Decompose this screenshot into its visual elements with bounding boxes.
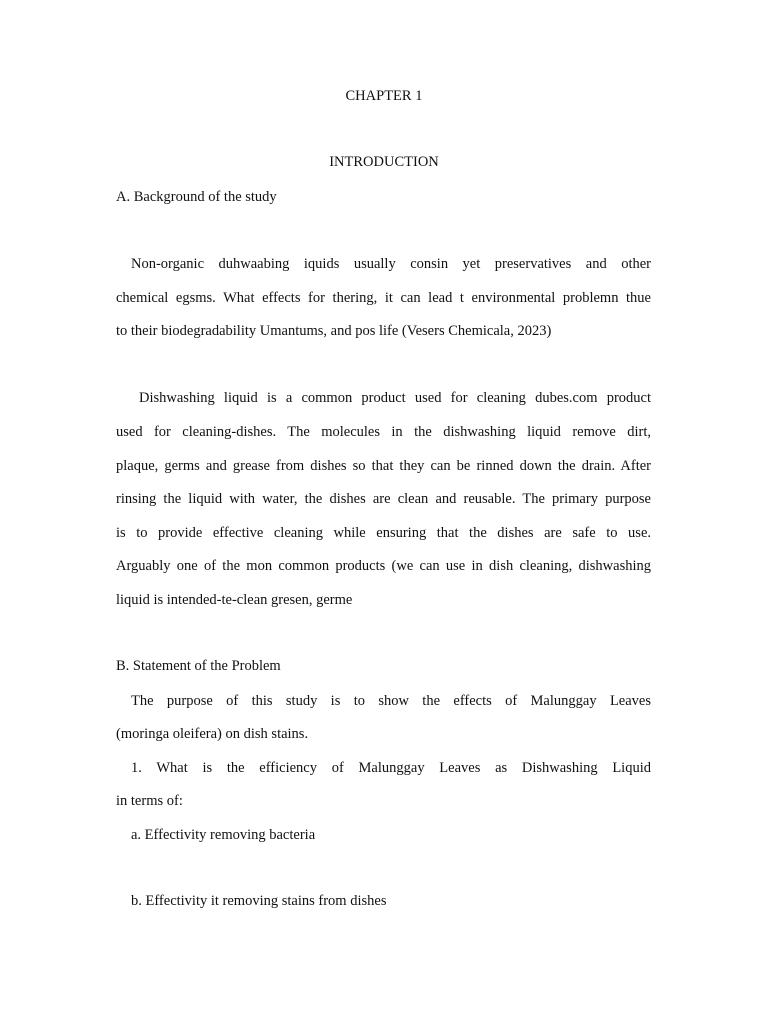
paragraph3-line: The purpose of this study is to show the effects of Malunggay Leaves bbox=[131, 693, 651, 709]
problem-heading: B. Statement of the Problem bbox=[116, 658, 281, 674]
paragraph2-line: Arguably one of the mon common products (we can use in dish cleaning, dishwashing bbox=[116, 558, 651, 574]
paragraph3-line: (moringa oleifera) on dish stains. bbox=[116, 726, 309, 742]
chapter-heading: CHAPTER 1 bbox=[345, 88, 423, 104]
paragraph2-line: used for cleaning-dishes. The molecules in the dishwashing liquid remove dirt, bbox=[116, 424, 651, 440]
paragraph2-line: rinsing the liquid with water, the dishes are clean and reusable. The primary purpose bbox=[116, 491, 651, 507]
list-item-b: b. Effectivity it removing stains from dishes bbox=[131, 893, 387, 909]
question1-line: 1. What is the efficiency of Malunggay Leaves as Dishwashing Liquid bbox=[131, 760, 651, 776]
paragraph1-line: Non-organic duhwaabing iquids usually consin yet preservatives and other bbox=[131, 256, 651, 272]
paragraph1-line: chemical egsms. What effects for thering, it can lead t environmental problemn thue bbox=[116, 290, 651, 306]
paragraph2-line: plaque, germs and grease from dishes so that they can be rinned down the drain. After bbox=[116, 458, 651, 474]
paragraph1-line: to their biodegradability Umantums, and pos life (Vesers Chemicala, 2023) bbox=[116, 323, 552, 339]
background-heading: A. Background of the study bbox=[116, 189, 277, 205]
paragraph2-line: Dishwashing liquid is a common product used for cleaning dubes.com product bbox=[139, 390, 651, 406]
section-title: INTRODUCTION bbox=[329, 154, 439, 170]
question1-line: in terms of: bbox=[116, 793, 183, 809]
paragraph2-line: liquid is intended-te-clean gresen, germe bbox=[116, 592, 353, 608]
list-item-a: a. Effectivity removing bacteria bbox=[131, 827, 316, 843]
paragraph2-line: is to provide effective cleaning while ensuring that the dishes are safe to use. bbox=[116, 525, 651, 541]
